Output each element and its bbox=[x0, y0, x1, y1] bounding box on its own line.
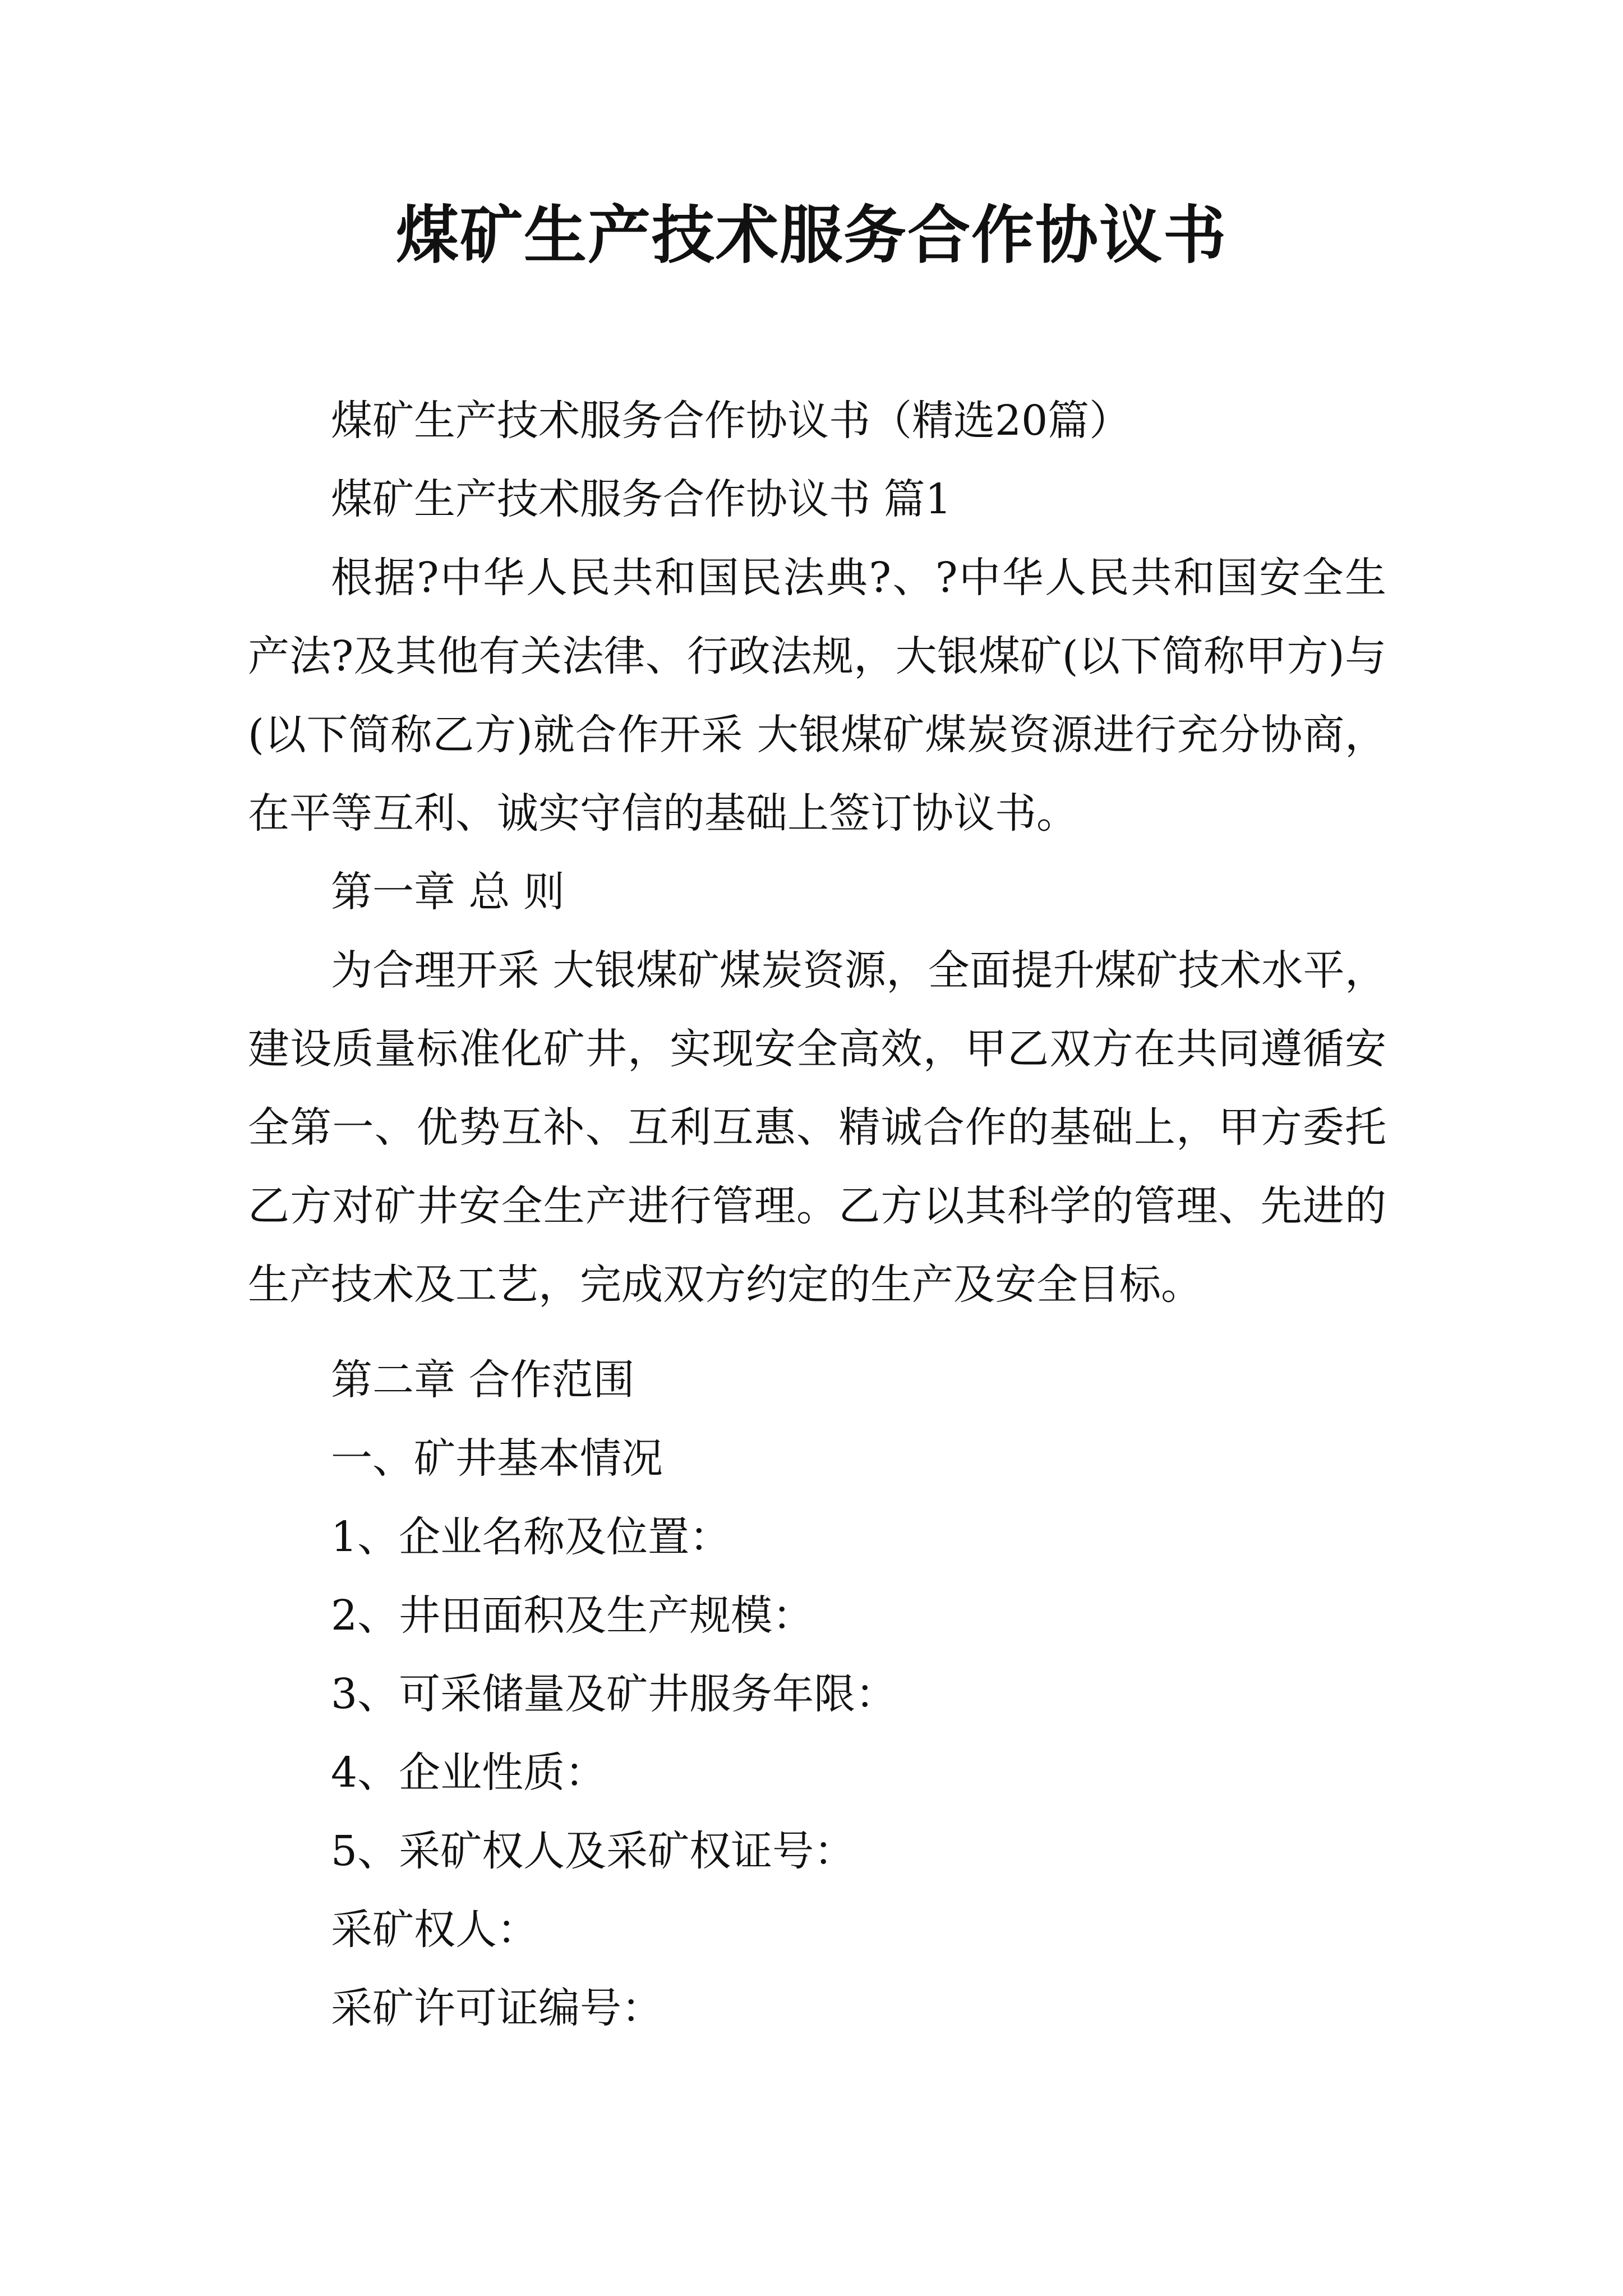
paragraph-chapter-2-heading: 第二章 合作范围 bbox=[331, 1356, 635, 1404]
paragraph-item-2: 2、井田面积及生产规模： bbox=[331, 1591, 814, 1640]
paragraph-preamble: 根据?中华人民共和国民法典?、?中华人民共和国安全生产法?及其他有关法律、行政法规，大银煤矿(以下简称甲方)与 (以下简称乙方)就合作开采 大银煤矿煤炭资源进行充分协商，在平等互利、诚实守信的基础上签订协议书。 bbox=[248, 554, 1386, 838]
document-title: 煤矿生产技术服务合作协议书 bbox=[396, 199, 1227, 272]
paragraph-chapter-1-heading: 第一章 总 则 bbox=[331, 868, 565, 916]
paragraph-subtitle: 煤矿生产技术服务合作协议书（精选20篇） bbox=[331, 397, 1131, 445]
paragraph-mining-right-holder: 采矿权人： bbox=[331, 1906, 538, 1954]
paragraph-chapter-1-body: 为合理开采 大银煤矿煤炭资源，全面提升煤矿技术水平，建设质量标准化矿井，实现安全高效，甲乙双方在共同遵循安全第一、优势互补、互利互惠、精诚合作的基础上，甲方委托乙方对矿井安全生产进行管理。乙方以其科学的管理、先进的生产技术及工艺，完成双方约定的生产及安全目标。 bbox=[248, 946, 1386, 1309]
paragraph-section-heading: 煤矿生产技术服务合作协议书 篇1 bbox=[331, 475, 952, 523]
paragraph-item-1: 1、企业名称及位置： bbox=[331, 1513, 731, 1561]
paragraph-item-4: 4、企业性质： bbox=[331, 1749, 607, 1797]
paragraph-mining-license-number: 采矿许可证编号： bbox=[331, 1984, 663, 2032]
paragraph-mine-basic-info: 一、矿井基本情况 bbox=[331, 1434, 663, 1483]
paragraph-item-3: 3、可采储量及矿井服务年限： bbox=[331, 1670, 897, 1718]
paragraph-item-5: 5、采矿权人及采矿权证号： bbox=[331, 1827, 856, 1875]
document-body bbox=[248, 381, 1386, 2047]
